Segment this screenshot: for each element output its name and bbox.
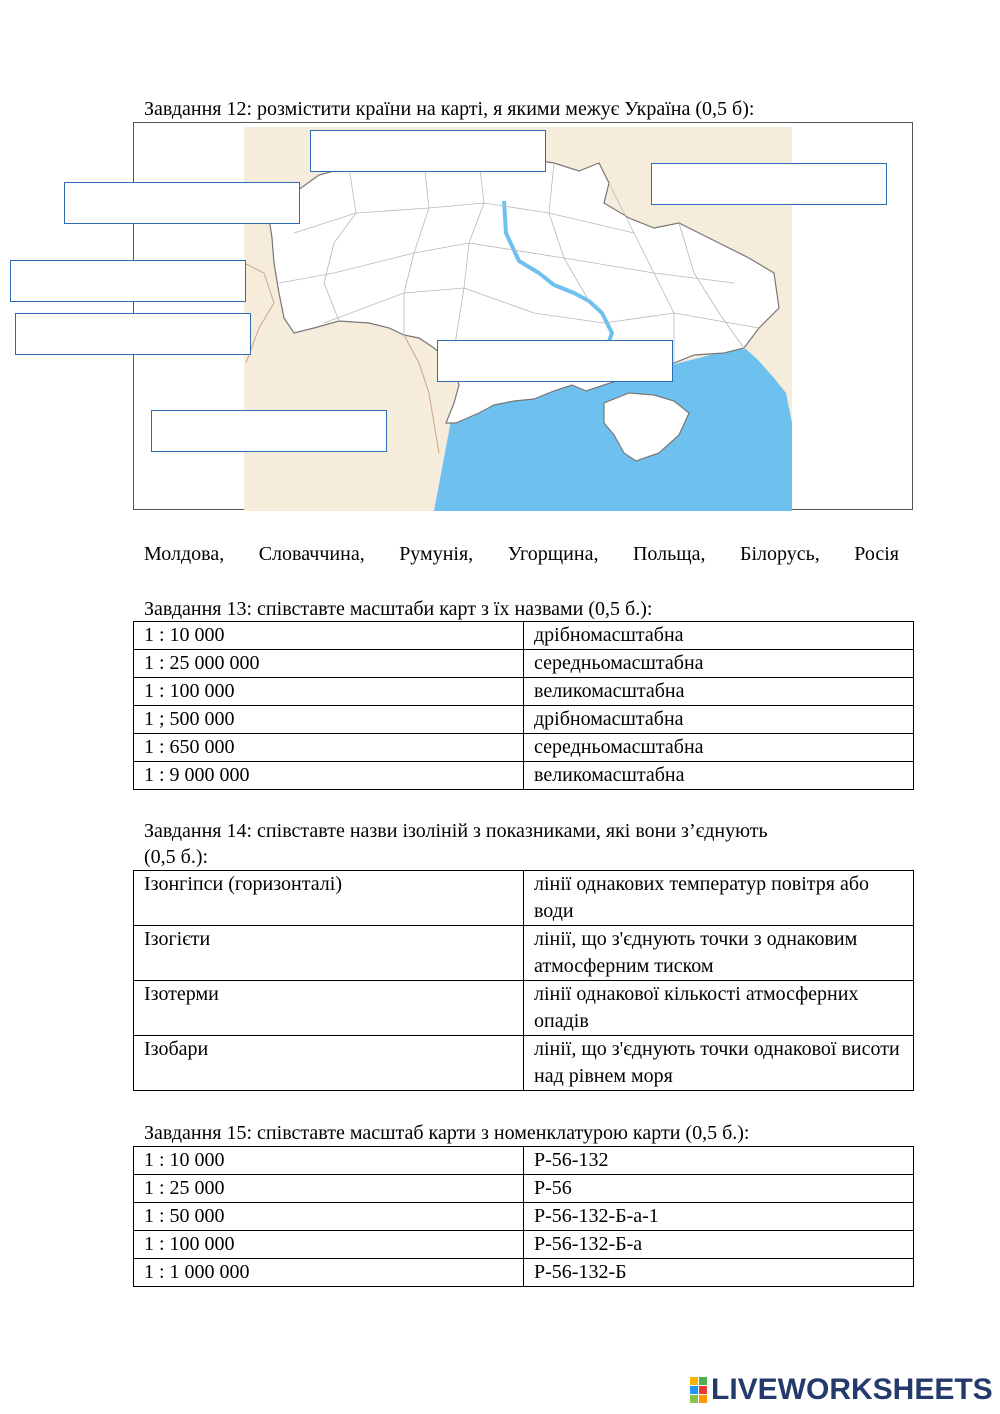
scale-cell: 1 : 100 000: [134, 678, 524, 706]
table-row: [134, 678, 914, 706]
table-row: [134, 926, 914, 981]
task15-heading: Завдання 15: співставте масштаб карти з номенклатурою карти (0,5 б.):: [144, 1122, 750, 1144]
word-romania: Румунія,: [399, 543, 474, 565]
scale-cell: 1 : 10 000: [134, 622, 524, 650]
table-row: [134, 650, 914, 678]
country-dropbox-4[interactable]: [10, 260, 246, 302]
isoline-name-cell: Ізотерми: [134, 981, 524, 1036]
nomenclature-cell[interactable]: P-56-132-Б-а-1: [524, 1203, 914, 1231]
nomenclature-cell[interactable]: P-56: [524, 1175, 914, 1203]
country-dropbox-3[interactable]: [64, 182, 300, 224]
scale-type-cell[interactable]: середньомасштабна: [524, 734, 914, 762]
scale-cell: 1 : 9 000 000: [134, 762, 524, 790]
scale-type-cell[interactable]: дрібномасштабна: [524, 622, 914, 650]
word-hungary: Угорщина,: [507, 543, 599, 565]
task14-heading-line2: (0,5 б.):: [144, 846, 209, 868]
scale-cell: 1 : 650 000: [134, 734, 524, 762]
scale-cell: 1 ; 500 000: [134, 706, 524, 734]
scale-type-cell[interactable]: середньомасштабна: [524, 650, 914, 678]
scale-type-cell[interactable]: великомасштабна: [524, 762, 914, 790]
isoline-name-cell: Ізонгіпси (горизонталі): [134, 871, 524, 926]
isoline-meaning-cell[interactable]: лінії однакових температур повітря або води: [524, 871, 914, 926]
table-row: [134, 706, 914, 734]
table-row: [134, 871, 914, 926]
task14-heading-line1: Завдання 14: співставте назви ізоліній з показниками, які вони з’єднують: [144, 820, 768, 842]
task13-table: [133, 621, 914, 790]
table-row: [134, 734, 914, 762]
table-row: [134, 762, 914, 790]
task13-heading: Завдання 13: співставте масштаби карт з їх назвами (0,5 б.):: [144, 598, 653, 620]
task15-table: [133, 1146, 914, 1287]
country-dropbox-5[interactable]: [15, 313, 251, 355]
word-slovakia: Словаччина,: [258, 543, 365, 565]
country-word-bank: [144, 541, 899, 567]
scale-type-cell[interactable]: дрібномасштабна: [524, 706, 914, 734]
table-row: [134, 1231, 914, 1259]
scale-cell: 1 : 100 000: [134, 1231, 524, 1259]
scale-cell: 1 : 25 000 000: [134, 650, 524, 678]
scale-cell: 1 : 10 000: [134, 1147, 524, 1175]
scale-cell: 1 : 1 000 000: [134, 1259, 524, 1287]
country-dropbox-2[interactable]: [651, 163, 887, 205]
table-row: [134, 622, 914, 650]
word-moldova: Молдова,: [144, 543, 225, 565]
nomenclature-cell[interactable]: P-56-132: [524, 1147, 914, 1175]
word-poland: Польща,: [632, 543, 706, 565]
table-row: [134, 1259, 914, 1287]
table-row: [134, 1175, 914, 1203]
scale-cell: 1 : 50 000: [134, 1203, 524, 1231]
isoline-name-cell: Ізобари: [134, 1036, 524, 1091]
task14-table: [133, 870, 914, 1091]
country-dropbox-6[interactable]: [437, 340, 673, 382]
table-row: [134, 1036, 914, 1091]
isoline-meaning-cell[interactable]: лінії, що з'єднують точки однакової висоти над рівнем моря: [524, 1036, 914, 1091]
scale-type-cell[interactable]: великомасштабна: [524, 678, 914, 706]
country-dropbox-7[interactable]: [151, 410, 387, 452]
word-russia: Росія: [854, 543, 899, 565]
nomenclature-cell[interactable]: P-56-132-Б-а: [524, 1231, 914, 1259]
word-belarus: Білорусь,: [739, 543, 820, 565]
liveworksheets-logo[interactable]: [690, 1374, 993, 1406]
table-row: [134, 1147, 914, 1175]
table-row: [134, 1203, 914, 1231]
nomenclature-cell[interactable]: P-56-132-Б: [524, 1259, 914, 1287]
task12-heading: Завдання 12: розмістити країни на карті, я якими межує Україна (0,5 б):: [144, 98, 755, 120]
table-row: [134, 981, 914, 1036]
country-dropbox-1[interactable]: [310, 130, 546, 172]
liveworksheets-logo-icon: [690, 1377, 707, 1403]
liveworksheets-logo-text: LIVEWORKSHEETS: [711, 1373, 993, 1406]
isoline-meaning-cell[interactable]: лінії, що з'єднують точки з однаковим атмосферним тиском: [524, 926, 914, 981]
scale-cell: 1 : 25 000: [134, 1175, 524, 1203]
isoline-meaning-cell[interactable]: лінії однакової кількості атмосферних опадів: [524, 981, 914, 1036]
isoline-name-cell: Ізогієти: [134, 926, 524, 981]
